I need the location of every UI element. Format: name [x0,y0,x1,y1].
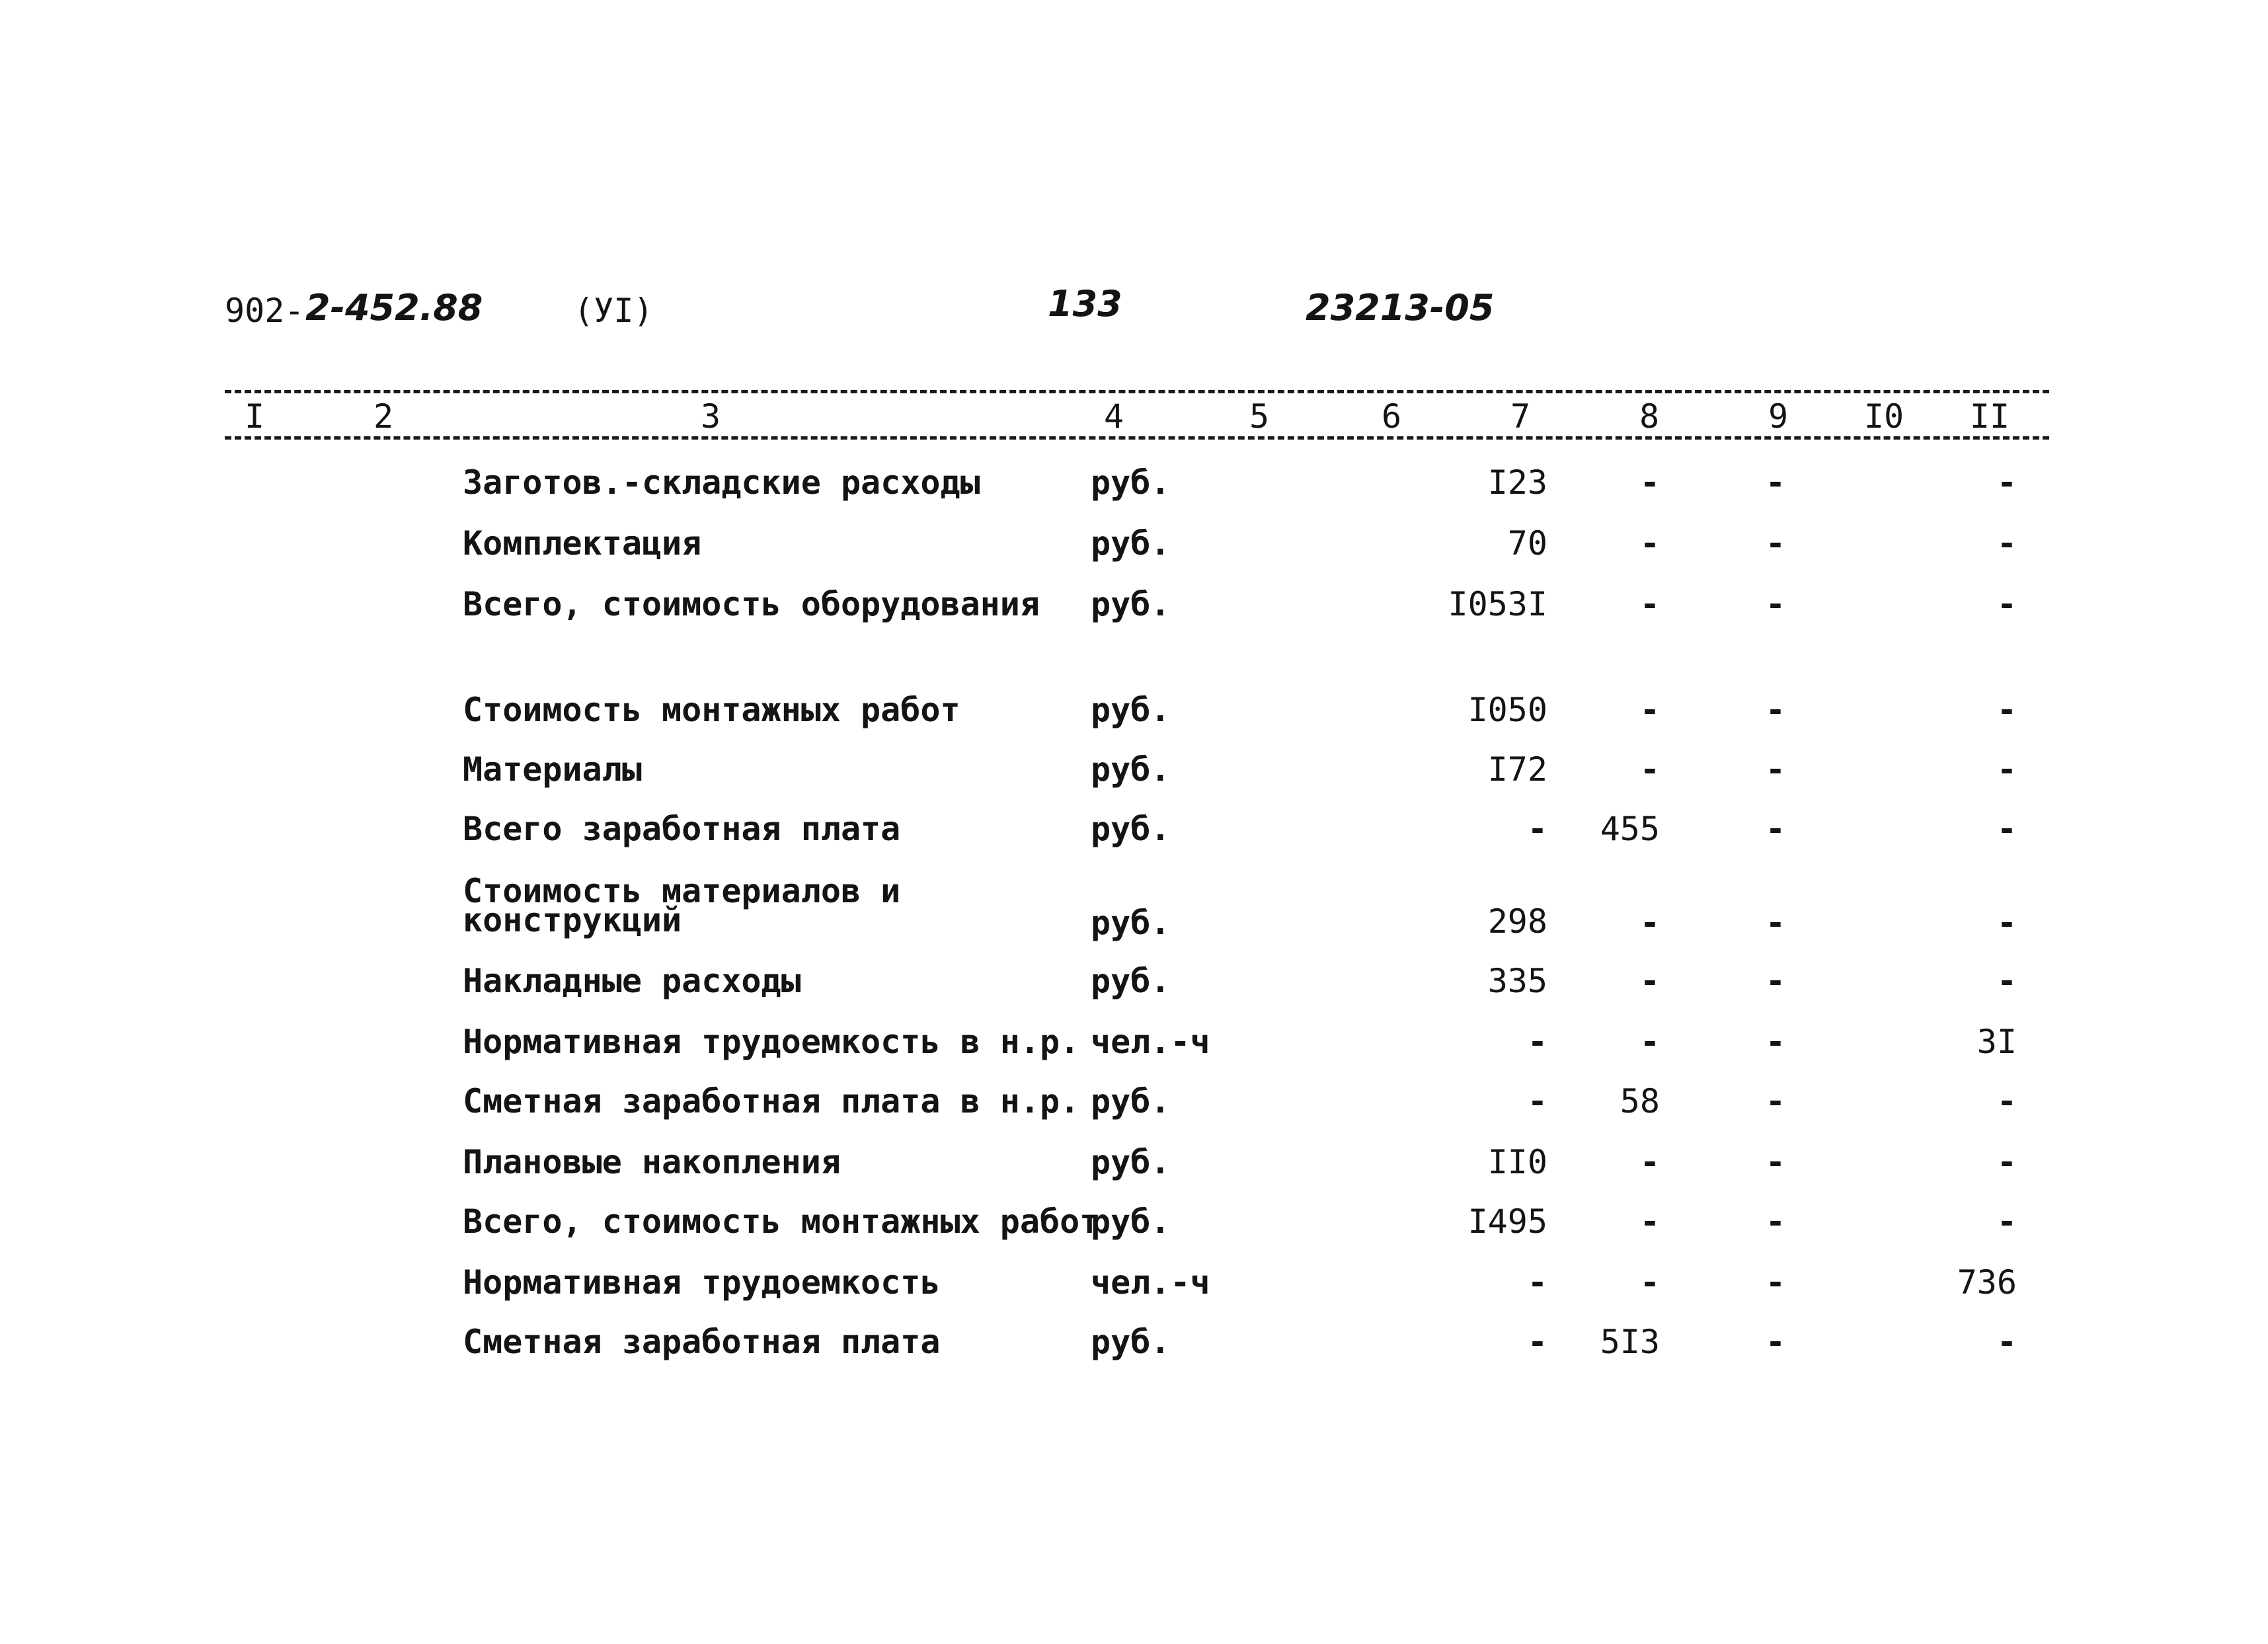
row-name: Сметная заработная плата [463,1323,941,1361]
row-col11: - [1996,524,2017,563]
row-col7: - [1527,1082,1547,1120]
row-unit: чел.-ч [1091,1263,1210,1302]
row-col7: I23 [1487,463,1547,502]
row-col9: - [1765,750,1785,789]
row-col8: - [1639,691,1660,729]
table-row [0,584,2268,624]
row-col11: - [1996,1143,2017,1181]
row-col8: - [1639,1023,1660,1061]
row-col11: 736 [1957,1263,2017,1302]
page-number: 133 [1048,283,1122,325]
row-unit: руб. [1091,524,1171,563]
row-col11: - [1996,1082,2017,1120]
row-col9: - [1765,1202,1785,1241]
row-col8: - [1639,1202,1660,1241]
table-row [0,1263,2268,1302]
row-col7: I495 [1467,1202,1547,1241]
table-row [0,1322,2268,1362]
row-name: Всего, стоимость монтажных работ [463,1202,1100,1241]
row-col9: - [1765,1023,1785,1061]
row-col7: I72 [1487,750,1547,789]
row-unit: руб. [1091,691,1171,729]
row-col7: - [1527,1263,1547,1302]
table-row [0,1142,2268,1182]
row-col7: 70 [1507,524,1547,563]
row-col7: I053I [1448,585,1547,623]
row-col7: I050 [1467,691,1547,729]
row-col7: 298 [1487,902,1547,941]
row-unit: руб. [1091,750,1171,789]
doc-code-handwritten: 2-452.88 [305,287,483,329]
row-col11: - [1996,463,2017,502]
row-col9: - [1765,1143,1785,1181]
column-number-10: I0 [1863,397,1904,436]
row-col8: - [1639,585,1660,623]
table-row [0,1202,2268,1241]
column-number-2: 2 [373,397,394,436]
row-col8: - [1639,750,1660,789]
row-unit: чел.-ч [1091,1023,1210,1061]
column-number-6: 6 [1381,397,1402,436]
row-col9: - [1765,904,1785,942]
column-number-1: I [244,397,265,436]
row-col9: - [1765,810,1785,848]
row-col8: - [1639,1143,1660,1181]
column-number-3: 3 [700,397,721,436]
project-number: 23213-05 [1306,287,1495,329]
row-unit: руб. [1091,1323,1171,1361]
volume-label: (УI) [574,292,654,330]
row-col8: - [1639,962,1660,1000]
row-col8: - [1639,904,1660,942]
row-col11: - [1996,962,2017,1000]
row-col7: - [1527,810,1547,848]
row-col9: - [1765,463,1785,502]
row-unit: руб. [1091,463,1171,502]
table-row [0,809,2268,849]
row-name-line-1: Стоимость материалов и [463,872,901,910]
header-bottom-rule [225,436,2049,440]
row-unit: руб. [1091,1143,1171,1181]
column-number-9: 9 [1768,397,1789,436]
row-col8: 58 [1620,1082,1660,1120]
row-col8: - [1639,463,1660,502]
row-col11: - [1996,750,2017,789]
row-name-line-2: конструкций [463,901,682,939]
column-number-4: 4 [1103,397,1124,436]
row-col7: - [1527,1023,1547,1061]
row-col9: - [1765,1323,1785,1361]
row-name: Накладные расходы [463,962,801,1000]
row-col11: - [1996,904,2017,942]
row-unit: руб. [1091,962,1171,1000]
row-unit: руб. [1091,585,1171,623]
row-name: Нормативная трудоемкость [463,1263,941,1302]
row-col8: - [1639,1263,1660,1302]
row-col9: - [1765,691,1785,729]
table-row [0,690,2268,730]
row-unit: руб. [1091,1202,1171,1241]
row-name: Комплектация [463,524,702,563]
row-col7: - [1527,1323,1547,1361]
column-number-8: 8 [1639,397,1660,436]
table-row [0,1022,2268,1062]
row-col7: 335 [1487,962,1547,1000]
row-col11: - [1996,1202,2017,1241]
table-row [0,1081,2268,1121]
row-col7: II0 [1487,1143,1547,1181]
row-name: Всего заработная плата [463,810,901,848]
row-name: Сметная заработная плата в н.р. [463,1082,1080,1120]
row-unit: руб. [1091,810,1171,848]
row-name: Материалы [463,750,642,789]
table-row [0,961,2268,1001]
row-col9: - [1765,585,1785,623]
row-col11: - [1996,810,2017,848]
table-row [0,871,2268,944]
row-col8: - [1639,524,1660,563]
row-col9: - [1765,962,1785,1000]
row-name: Стоимость монтажных работ [463,691,960,729]
row-unit: руб. [1091,904,1171,942]
row-col8: 455 [1600,810,1660,848]
row-col11: - [1996,1323,2017,1361]
row-col11: - [1996,585,2017,623]
row-name: Плановые накопления [463,1143,841,1181]
header-top-rule [225,390,2049,393]
row-col11: 3I [1976,1023,2017,1061]
table-row [0,524,2268,563]
column-number-11: II [1969,397,2010,436]
row-col9: - [1765,1263,1785,1302]
row-col9: - [1765,1082,1785,1120]
column-number-7: 7 [1510,397,1531,436]
row-name: Заготов.-складские расходы [463,463,980,502]
row-col11: - [1996,691,2017,729]
row-unit: руб. [1091,1082,1171,1120]
table-row [0,463,2268,502]
row-name: Всего, стоимость оборудования [463,585,1040,623]
table-row [0,750,2268,789]
doc-prefix: 902- [225,292,305,330]
row-name: Нормативная трудоемкость в н.р. [463,1023,1080,1061]
row-col8: 5I3 [1600,1323,1660,1361]
row-col9: - [1765,524,1785,563]
column-number-5: 5 [1249,397,1270,436]
